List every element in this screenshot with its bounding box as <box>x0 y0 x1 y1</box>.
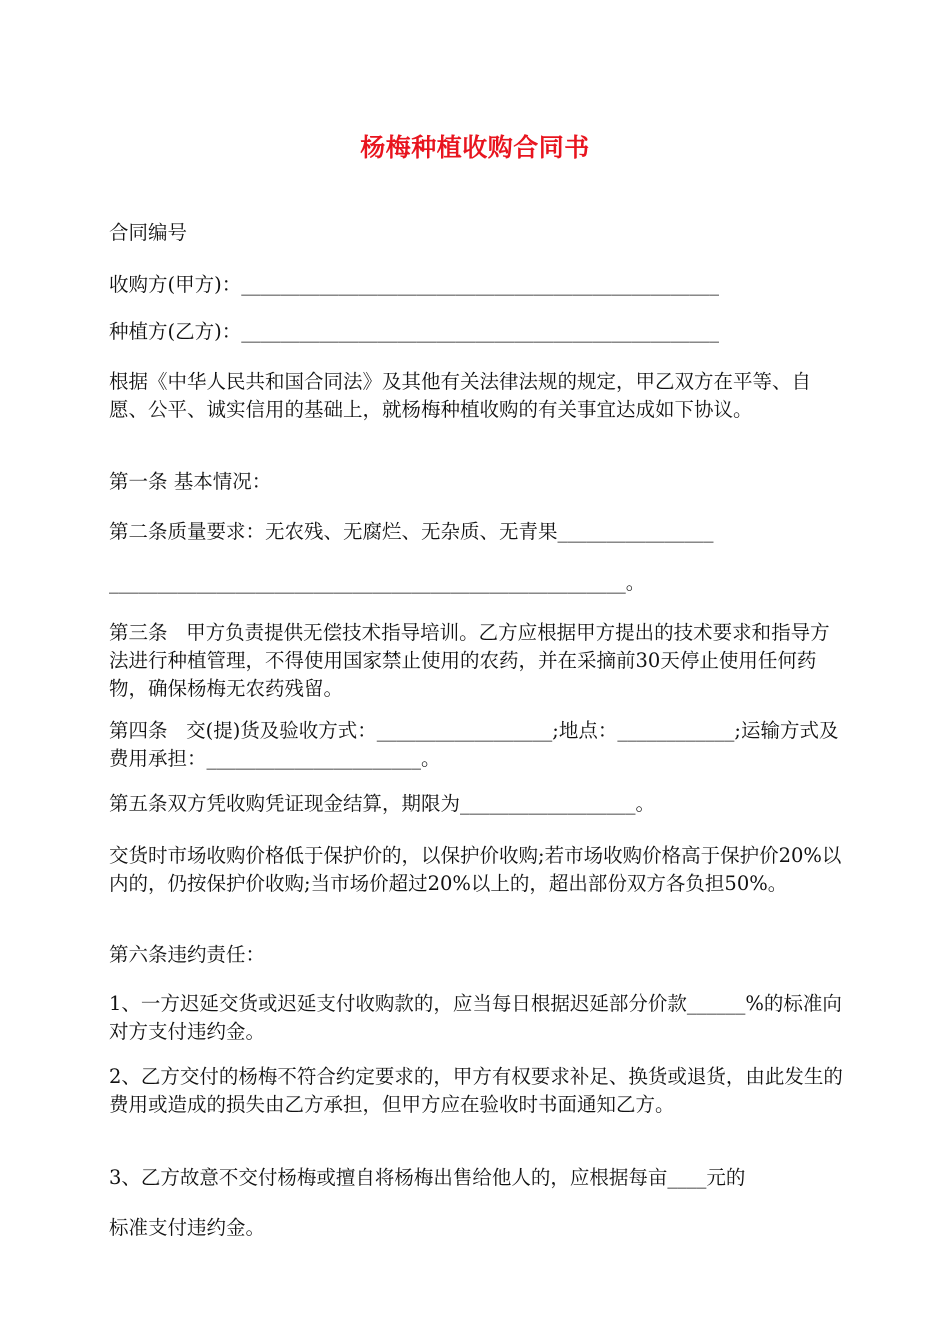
preamble-paragraph: 根据《中华人民共和国合同法》及其他有关法律法规的规定，甲乙双方在平等、自愿、公平、诚实信用的基础上，就杨梅种植收购的有关事宜达成如下协议。 <box>109 370 812 421</box>
clause-3-line-2: 标准支付违约金。 <box>109 1216 266 1239</box>
article-6: 第六条违约责任： <box>109 943 266 966</box>
clause-2: 2、乙方交付的杨梅不符合约定要求的，甲方有权要求补足、换货或退货，由此发生的费用或造成的损失由乙方承担，但甲方应在验收时书面通知乙方。 <box>109 1065 843 1116</box>
article-2-line-2: _____________________________________________________。 <box>109 571 646 594</box>
article-5: 第五条双方凭收购凭证现金结算，期限为__________________。 <box>109 792 656 815</box>
article-3: 第三条 甲方负责提供无偿技术指导培训。乙方应根据甲方提出的技术要求和指导方法进行种植管理，不得使用国家禁止使用的农药，并在采摘前30天停止使用任何药物，确保杨梅无农药残留。 <box>109 621 830 700</box>
price-rule-paragraph: 交货时市场收购价格低于保护价的，以保护价收购;若市场收购价格高于保护价20%以内的，仍按保护价收购;当市场价超过20%以上的，超出部份双方各负担50%。 <box>109 844 842 895</box>
article-1: 第一条 基本情况： <box>109 470 272 493</box>
article-4: 第四条 交(提)货及验收方式：__________________;地点：____________;运输方式及费用承担：______________________。 <box>109 719 839 770</box>
contract-number-line: 合同编号 <box>109 221 188 244</box>
buyer-line: 收购方(甲方)：_________________________________________________ <box>109 273 719 296</box>
article-2-line-1: 第二条质量要求：无农残、无腐烂、无杂质、无青果________________ <box>109 520 714 543</box>
clause-1: 1、一方迟延交货或迟延支付收购款的，应当每日根据迟延部分价款______%的标准向对方支付违约金。 <box>109 992 842 1043</box>
clause-3-line-1: 3、乙方故意不交付杨梅或擅自将杨梅出售给他人的，应根据每亩____元的 <box>109 1166 746 1189</box>
document-title: 杨梅种植收购合同书 <box>360 133 590 162</box>
grower-line: 种植方(乙方)：_________________________________________________ <box>109 320 719 343</box>
